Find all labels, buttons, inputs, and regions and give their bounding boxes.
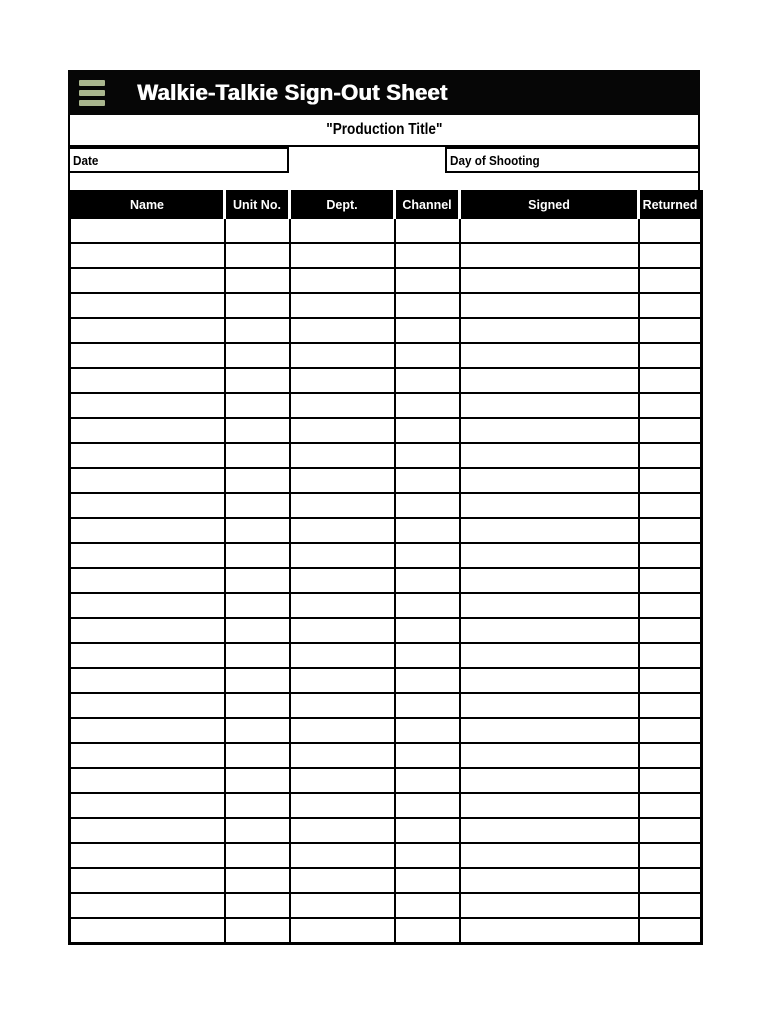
table-row: [70, 668, 702, 693]
table-cell[interactable]: [395, 643, 460, 668]
table-row: [70, 568, 702, 593]
table-cell[interactable]: [225, 343, 290, 368]
table-row: [70, 393, 702, 418]
table-row: [70, 793, 702, 818]
table-cell[interactable]: [395, 793, 460, 818]
table-cell[interactable]: [225, 368, 290, 393]
table-cell[interactable]: [395, 743, 460, 768]
table-cell[interactable]: [460, 268, 639, 293]
signout-table: [68, 190, 703, 945]
table-cell[interactable]: [290, 518, 395, 543]
table-cell[interactable]: [70, 893, 225, 918]
table-row: [70, 418, 702, 443]
table-cell[interactable]: [639, 218, 702, 243]
table-cell[interactable]: [395, 343, 460, 368]
table-cell[interactable]: [395, 893, 460, 918]
table-cell[interactable]: [639, 293, 702, 318]
table-cell[interactable]: [460, 418, 639, 443]
table-cell[interactable]: [290, 643, 395, 668]
table-row: [70, 343, 702, 368]
table-cell[interactable]: [225, 393, 290, 418]
table-cell[interactable]: [395, 318, 460, 343]
table-cell[interactable]: [460, 493, 639, 518]
table-cell[interactable]: [70, 393, 225, 418]
table-cell[interactable]: [290, 368, 395, 393]
table-cell[interactable]: [395, 868, 460, 893]
table-cell[interactable]: [460, 668, 639, 693]
table-cell[interactable]: [225, 668, 290, 693]
table-cell[interactable]: [395, 418, 460, 443]
table-row: [70, 518, 702, 543]
table-cell[interactable]: [290, 743, 395, 768]
hamburger-bar: [79, 80, 105, 86]
table-cell[interactable]: [639, 618, 702, 643]
spacer: [70, 175, 698, 190]
table-row: [70, 618, 702, 643]
table-cell[interactable]: [460, 343, 639, 368]
table-cell[interactable]: [70, 543, 225, 568]
table-cell[interactable]: [460, 818, 639, 843]
table-cell[interactable]: [70, 568, 225, 593]
table-cell[interactable]: [225, 893, 290, 918]
table-cell[interactable]: [639, 568, 702, 593]
table-cell[interactable]: [460, 318, 639, 343]
table-cell[interactable]: [290, 893, 395, 918]
table-cell[interactable]: [460, 468, 639, 493]
table-row: [70, 718, 702, 743]
table-cell[interactable]: [395, 843, 460, 868]
table-cell[interactable]: [225, 218, 290, 243]
table-cell[interactable]: [460, 393, 639, 418]
table-cell[interactable]: [395, 618, 460, 643]
table-cell[interactable]: [290, 668, 395, 693]
table-row: [70, 268, 702, 293]
table-cell[interactable]: [395, 293, 460, 318]
table-cell[interactable]: [225, 643, 290, 668]
table-cell[interactable]: [639, 718, 702, 743]
table-cell[interactable]: [225, 593, 290, 618]
table-cell[interactable]: [639, 443, 702, 468]
table-cell[interactable]: [395, 468, 460, 493]
table-cell[interactable]: [395, 668, 460, 693]
table-cell[interactable]: [395, 443, 460, 468]
table-row: [70, 293, 702, 318]
table-cell[interactable]: [639, 868, 702, 893]
table-cell[interactable]: [290, 343, 395, 368]
table-cell[interactable]: [460, 243, 639, 268]
header-info: [68, 115, 700, 190]
fields-row: [70, 147, 698, 175]
table-cell[interactable]: [290, 543, 395, 568]
table-cell[interactable]: [639, 343, 702, 368]
table-cell[interactable]: [639, 318, 702, 343]
table-cell[interactable]: [70, 593, 225, 618]
table-cell[interactable]: [639, 543, 702, 568]
table-cell[interactable]: [460, 843, 639, 868]
table-cell[interactable]: [70, 243, 225, 268]
table-cell[interactable]: [225, 843, 290, 868]
table-cell[interactable]: [225, 568, 290, 593]
table-row: [70, 693, 702, 718]
table-cell[interactable]: [290, 618, 395, 643]
table-cell[interactable]: [225, 743, 290, 768]
table-cell[interactable]: [225, 868, 290, 893]
table-cell[interactable]: [290, 393, 395, 418]
table-row: [70, 818, 702, 843]
table-cell[interactable]: [395, 768, 460, 793]
table-cell[interactable]: [395, 268, 460, 293]
table-cell[interactable]: [639, 643, 702, 668]
table-cell[interactable]: [225, 518, 290, 543]
table-cell[interactable]: [70, 793, 225, 818]
table-cell[interactable]: [460, 793, 639, 818]
table-cell[interactable]: [460, 293, 639, 318]
table-cell[interactable]: [290, 493, 395, 518]
col-header-name: Name: [70, 192, 225, 219]
table-cell[interactable]: [225, 293, 290, 318]
table-cell[interactable]: [290, 793, 395, 818]
day-of-shooting-field[interactable]: [445, 147, 700, 173]
table-row: [70, 243, 702, 268]
table-row: [70, 868, 702, 893]
table-cell[interactable]: [460, 518, 639, 543]
table-cell[interactable]: [460, 893, 639, 918]
table-header-row: [70, 192, 702, 219]
table-cell[interactable]: [225, 493, 290, 518]
table-cell[interactable]: [70, 843, 225, 868]
table-cell[interactable]: [395, 918, 460, 944]
table-cell[interactable]: [395, 518, 460, 543]
table-row: [70, 468, 702, 493]
table-cell[interactable]: [225, 793, 290, 818]
table-cell[interactable]: [639, 743, 702, 768]
table-cell[interactable]: [460, 543, 639, 568]
page-title: Walkie-Talkie Sign-Out Sheet: [137, 79, 448, 105]
production-title-row: [70, 115, 698, 147]
table-cell[interactable]: [225, 693, 290, 718]
production-title: "Production Title": [325, 121, 443, 138]
table-cell[interactable]: [70, 668, 225, 693]
table-cell[interactable]: [70, 693, 225, 718]
table-cell[interactable]: [70, 293, 225, 318]
hamburger-icon[interactable]: [79, 80, 105, 106]
table-cell[interactable]: [639, 368, 702, 393]
table-cell[interactable]: [70, 768, 225, 793]
table-cell[interactable]: [70, 218, 225, 243]
table-row: [70, 893, 702, 918]
table-cell[interactable]: [639, 268, 702, 293]
table-cell[interactable]: [460, 743, 639, 768]
table-cell[interactable]: [290, 443, 395, 468]
date-label: Date: [73, 152, 99, 168]
table-cell[interactable]: [70, 518, 225, 543]
table-cell[interactable]: [460, 693, 639, 718]
table-cell[interactable]: [70, 318, 225, 343]
table-cell[interactable]: [639, 493, 702, 518]
table-cell[interactable]: [225, 768, 290, 793]
table-cell[interactable]: [460, 643, 639, 668]
col-header-channel: Channel: [395, 192, 460, 219]
table-cell[interactable]: [395, 593, 460, 618]
table-cell[interactable]: [290, 293, 395, 318]
sheet: [68, 70, 700, 945]
table-cell[interactable]: [290, 768, 395, 793]
banner: [68, 70, 700, 115]
table-cell[interactable]: [395, 818, 460, 843]
table-cell[interactable]: [395, 393, 460, 418]
table-cell[interactable]: [70, 368, 225, 393]
table-cell[interactable]: [70, 743, 225, 768]
table-cell[interactable]: [639, 418, 702, 443]
table-cell[interactable]: [70, 918, 225, 944]
table-cell[interactable]: [225, 443, 290, 468]
table-cell[interactable]: [639, 843, 702, 868]
col-header-unit-no: Unit No.: [225, 192, 290, 219]
table-cell[interactable]: [639, 893, 702, 918]
table-cell[interactable]: [290, 418, 395, 443]
table-cell[interactable]: [290, 318, 395, 343]
table-cell[interactable]: [225, 418, 290, 443]
table-cell[interactable]: [70, 418, 225, 443]
table-cell[interactable]: [460, 768, 639, 793]
table-cell[interactable]: [70, 868, 225, 893]
table-cell[interactable]: [460, 718, 639, 743]
table-cell[interactable]: [70, 618, 225, 643]
table-row: [70, 768, 702, 793]
table-cell[interactable]: [639, 518, 702, 543]
date-field[interactable]: [68, 147, 289, 173]
table-cell[interactable]: [225, 918, 290, 944]
table-cell[interactable]: [225, 268, 290, 293]
day-of-shooting-label: Day of Shooting: [450, 152, 540, 168]
table-row: [70, 318, 702, 343]
table-cell[interactable]: [395, 543, 460, 568]
table-cell[interactable]: [395, 218, 460, 243]
hamburger-bar: [79, 100, 105, 106]
table-cell[interactable]: [460, 868, 639, 893]
table-cell[interactable]: [225, 468, 290, 493]
table-cell[interactable]: [639, 793, 702, 818]
table-cell[interactable]: [290, 718, 395, 743]
table-cell[interactable]: [290, 568, 395, 593]
table-cell[interactable]: [395, 368, 460, 393]
table-cell[interactable]: [290, 243, 395, 268]
hamburger-bar: [79, 90, 105, 96]
table-cell[interactable]: [639, 768, 702, 793]
table-cell[interactable]: [290, 218, 395, 243]
table-cell[interactable]: [460, 618, 639, 643]
table-cell[interactable]: [290, 843, 395, 868]
table-cell[interactable]: [70, 493, 225, 518]
table-cell[interactable]: [290, 693, 395, 718]
table-cell[interactable]: [460, 568, 639, 593]
table-cell[interactable]: [290, 593, 395, 618]
table-row: [70, 743, 702, 768]
table-cell[interactable]: [460, 443, 639, 468]
table-cell[interactable]: [70, 443, 225, 468]
table-cell[interactable]: [290, 468, 395, 493]
table-cell[interactable]: [225, 818, 290, 843]
table-row: [70, 918, 702, 944]
table-row: [70, 843, 702, 868]
table-cell[interactable]: [460, 368, 639, 393]
table-cell[interactable]: [639, 468, 702, 493]
table-row: [70, 543, 702, 568]
table-cell[interactable]: [639, 243, 702, 268]
table-cell[interactable]: [639, 693, 702, 718]
table-cell[interactable]: [225, 618, 290, 643]
table-row: [70, 443, 702, 468]
col-header-signed: Signed: [460, 192, 639, 219]
table-cell[interactable]: [70, 818, 225, 843]
table-cell[interactable]: [225, 543, 290, 568]
table-row: [70, 368, 702, 393]
table-cell[interactable]: [70, 468, 225, 493]
table-cell[interactable]: [460, 593, 639, 618]
table-cell[interactable]: [639, 668, 702, 693]
table-cell[interactable]: [70, 643, 225, 668]
table-cell[interactable]: [460, 918, 639, 944]
table-row: [70, 643, 702, 668]
table-cell[interactable]: [639, 818, 702, 843]
table-cell[interactable]: [639, 593, 702, 618]
table-row: [70, 493, 702, 518]
table-row: [70, 593, 702, 618]
table-cell[interactable]: [225, 318, 290, 343]
col-header-returned: Returned: [639, 192, 702, 219]
table-cell[interactable]: [395, 693, 460, 718]
table-cell[interactable]: [460, 218, 639, 243]
col-header-dept: Dept.: [290, 192, 395, 219]
table-cell[interactable]: [290, 868, 395, 893]
table-cell[interactable]: [225, 243, 290, 268]
table-cell[interactable]: [225, 718, 290, 743]
table-cell[interactable]: [395, 568, 460, 593]
table-cell[interactable]: [290, 918, 395, 944]
table-cell[interactable]: [639, 393, 702, 418]
table-cell[interactable]: [290, 268, 395, 293]
table-cell[interactable]: [70, 343, 225, 368]
table-row: [70, 218, 702, 243]
table-cell[interactable]: [395, 718, 460, 743]
table-cell[interactable]: [395, 243, 460, 268]
table-cell[interactable]: [395, 493, 460, 518]
table-cell[interactable]: [290, 818, 395, 843]
table-cell[interactable]: [639, 918, 702, 944]
table-cell[interactable]: [70, 268, 225, 293]
table-cell[interactable]: [70, 718, 225, 743]
